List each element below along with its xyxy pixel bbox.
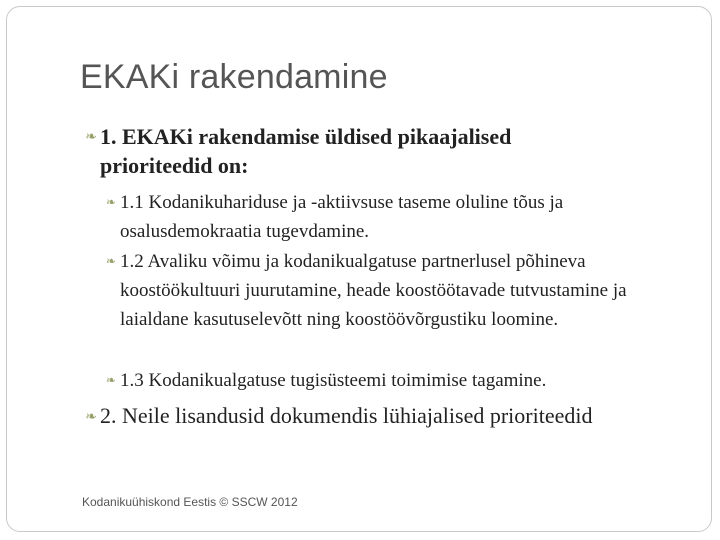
bullet-text: 1.1 Kodanikuhariduse ja -aktiivsuse taseme oluline tõus ja osalusdemokraatia tugevdamine. — [120, 192, 564, 242]
bullet-level2-1-1 — [102, 188, 677, 246]
bullet-text: 1.2 Avaliku võimu ja kodanikualgatuse partnerlusel põhineva koostöökultuuri juurutamine, heade koostöötavade tutvustamine ja laialdane kasutuselevõtt ning koostöövõrgustiku loomine. — [120, 251, 627, 330]
fleuron-bullet-icon: ❧ — [105, 373, 117, 387]
fleuron-bullet-icon: ❧ — [105, 254, 117, 268]
fleuron-bullet-icon: ❧ — [105, 195, 117, 209]
bullet-level1-2 — [82, 401, 602, 431]
bullet-level2-1-3 — [102, 366, 677, 395]
bullet-level2-1-2 — [102, 247, 652, 334]
fleuron-bullet-icon: ❧ — [85, 409, 97, 425]
bullet-text: 1. EKAKi rakendamise üldised pikaajalised prioriteedid on: — [100, 124, 512, 178]
bullet-text: 1.3 Kodanikualgatuse tugisüsteemi toimimise tagamine. — [120, 370, 547, 391]
fleuron-bullet-icon: ❧ — [85, 129, 97, 145]
bullet-level1-1 — [82, 122, 602, 180]
bullet-text: 2. Neile lisandusid dokumendis lühiajalised prioriteedid — [100, 403, 593, 428]
slide-footer: Kodanikuühiskond Eestis © SSCW 2012 — [82, 495, 298, 509]
slide-title: EKAKi rakendamine — [80, 58, 388, 96]
